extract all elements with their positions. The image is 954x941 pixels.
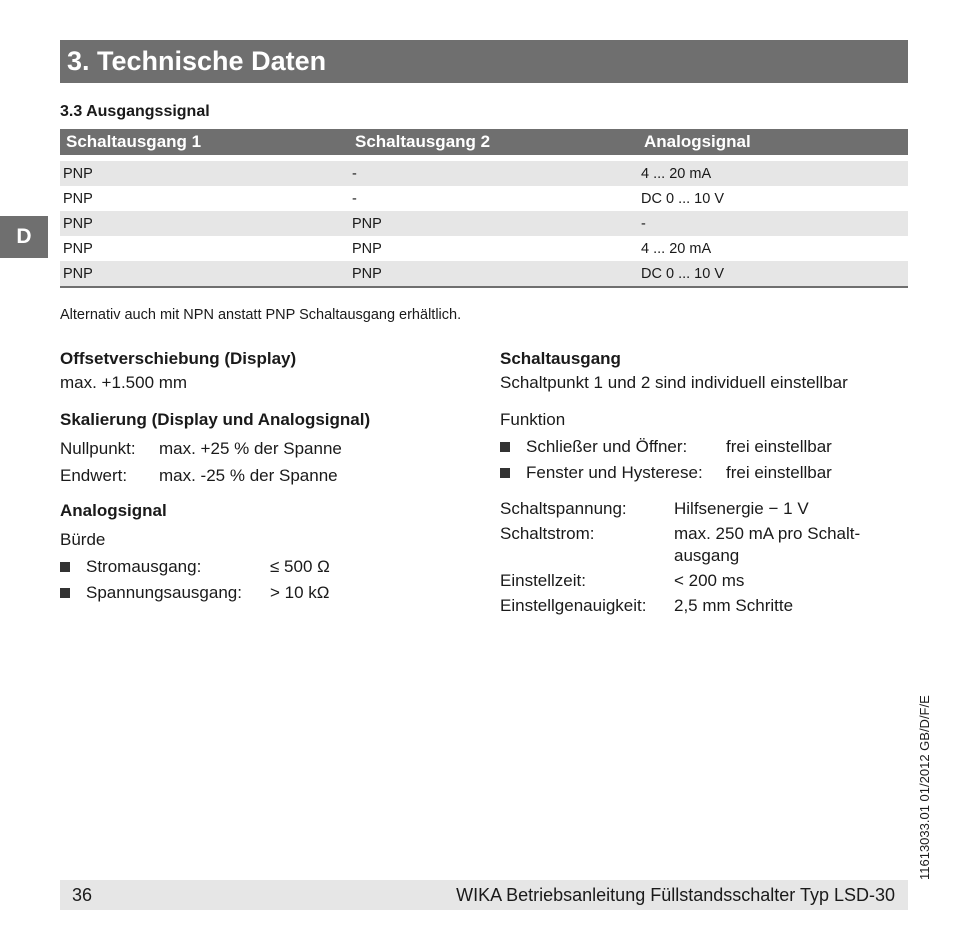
spec-row [500,596,860,616]
table-row [60,211,908,236]
language-tab: D [0,216,48,258]
spec-value: 2,5 mm Schritte [674,596,794,615]
table-cell: 4 ... 20 mA [641,240,712,257]
switch-output-heading: Schaltausgang [500,349,621,368]
function-label: Funktion [500,410,566,429]
list-item [500,437,860,457]
spec-label: Einstellzeit: [500,571,586,590]
spec-label: Einstellgenauigkeit: [500,596,647,615]
spec-value [674,524,860,566]
spec-row [500,571,860,591]
table-cell: - [349,158,638,186]
document-code: 11613033.01 01/2012 GB/D/F/E [917,695,932,880]
scaling-label: Nullpunkt: [60,439,136,458]
table-row [60,186,908,211]
item-value: frei einstellbar [726,437,832,456]
offset-section [60,349,296,393]
item-label: Fenster und Hysterese: [526,463,703,482]
list-item [500,463,860,483]
item-value: frei einstellbar [726,463,832,482]
scaling-row [60,439,370,459]
spec-label: Schaltspannung: [500,499,627,518]
scaling-value: max. +25 % der Spanne [159,439,342,458]
table-row [60,158,908,186]
spec-value: Hilfsenergie − 1 V [674,499,809,518]
spec-row [500,499,860,519]
list-item [60,583,330,603]
column-header: Analogsignal [638,129,908,158]
table-cell: - [352,190,357,207]
square-bullet-icon [60,588,70,598]
spec-value-line: ausgang [674,546,740,565]
spec-value-line: max. 250 mA pro Schalt- [674,524,861,543]
page-title: 3. Technische Daten [60,40,908,83]
item-label: Schließer und Öffner: [526,437,688,456]
spec-label: Schaltstrom: [500,524,595,543]
output-signal-table [60,129,908,288]
list-item [60,557,330,577]
item-label: Spannungsausgang: [86,583,242,602]
analog-section [60,501,330,603]
table-row [60,261,908,287]
table-cell: - [638,211,908,236]
analog-heading: Analogsignal [60,501,167,520]
scaling-heading: Skalierung (Display und Analogsignal) [60,410,371,429]
table-cell: PNP [63,240,93,257]
column-header: Schaltausgang 2 [349,129,638,158]
table-cell: PNP [349,211,638,236]
item-value: > 10 kΩ [270,583,330,602]
offset-value: max. +1.500 mm [60,373,188,392]
scaling-row [60,466,370,486]
table-cell: 4 ... 20 mA [638,158,908,186]
table-row [60,236,908,261]
switch-output-desc: Schaltpunkt 1 und 2 sind individuell einstellbar [500,373,848,392]
table-header-row [60,129,908,158]
burden-label: Bürde [60,530,106,549]
table-cell: DC 0 ... 10 V [638,261,908,287]
table-cell: PNP [352,240,382,257]
scaling-value: max. -25 % der Spanne [159,466,338,485]
page-number: 36 [72,885,93,905]
table-cell: PNP [63,190,93,207]
footer-title: WIKA Betriebsanleitung Füllstandsschalter Typ LSD-30 [456,885,895,905]
spec-row [500,524,860,566]
table-cell: PNP [60,261,349,287]
square-bullet-icon [500,442,510,452]
offset-heading: Offsetverschiebung (Display) [60,349,297,368]
section-heading: 3.3 Ausgangssignal [60,103,210,120]
table-cell: DC 0 ... 10 V [641,190,725,207]
column-header: Schaltausgang 1 [60,129,349,158]
item-value: ≤ 500 Ω [270,557,330,576]
spec-value: < 200 ms [674,571,745,590]
table-cell: PNP [60,158,349,186]
square-bullet-icon [500,468,510,478]
availability-note: Alternativ auch mit NPN anstatt PNP Schaltausgang erhältlich. [60,307,462,323]
table-cell: PNP [349,261,638,287]
switch-output-section [500,349,860,616]
scaling-section [60,410,370,486]
square-bullet-icon [60,562,70,572]
table-cell: PNP [60,211,349,236]
footer [60,880,908,910]
item-label: Stromausgang: [86,557,202,576]
scaling-label: Endwert: [60,466,128,485]
